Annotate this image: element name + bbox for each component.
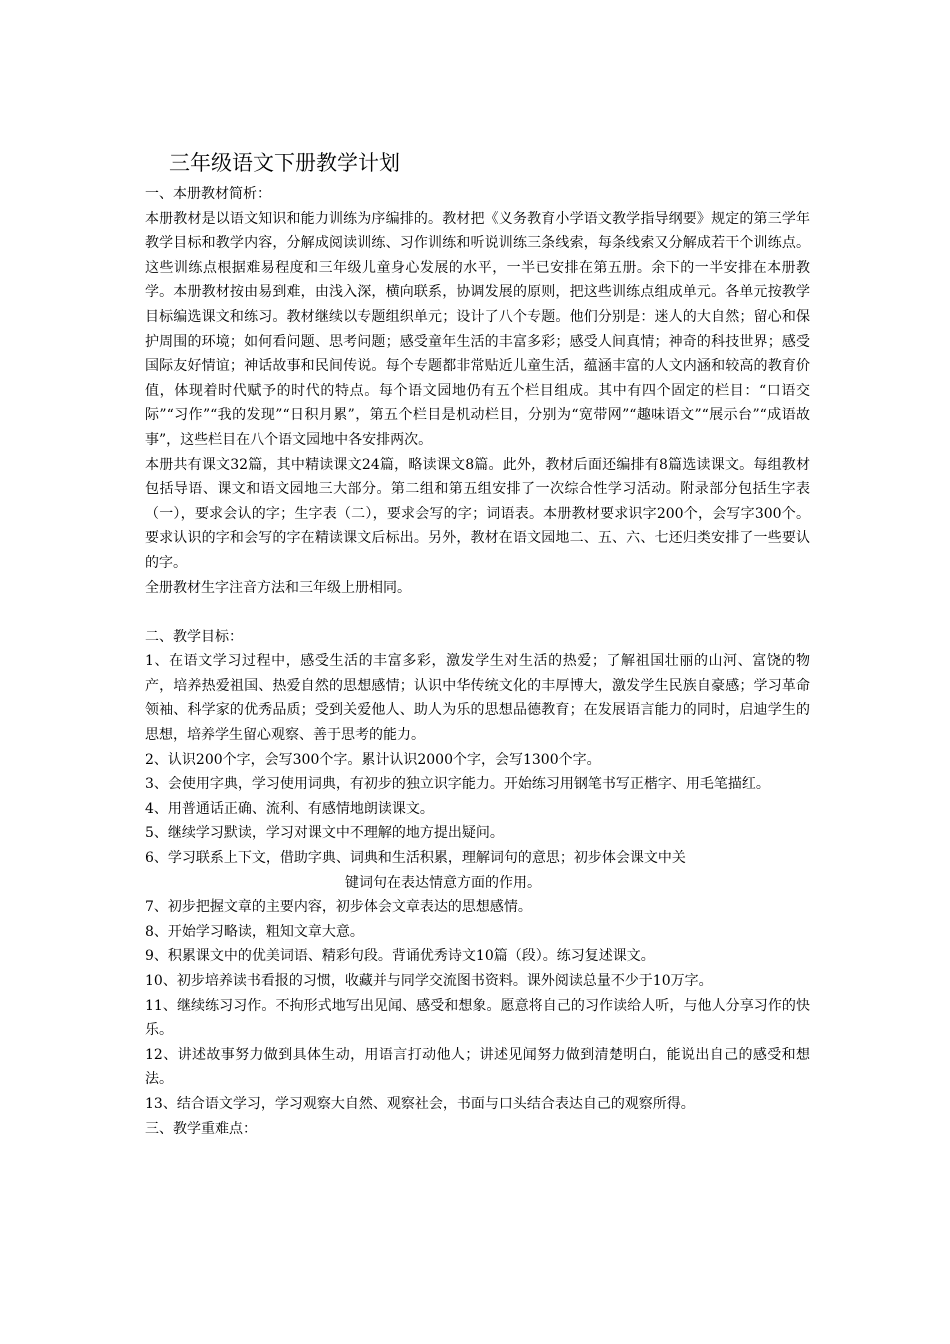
goal-item-4: 4、用普通话正确、流利、有感情地朗读课文。: [145, 800, 434, 817]
section1-paragraph-1: 本册教材是以语文知识和能力训练为序编排的。教材把《义务教育小学语文教学指导纲要》规定的第三学年教学目标和教学内容，分解成阅读训练、习作训练和听说训练三条线索，每条线索又分解成若干个训练点。这些训练点根据难易程度和三年级儿童身心发展的水平，一半已安排在第五册。余下的一半安排在本册教学。本册教材按由易到难，由浅入深，横向联系，协调发展的原则，把这些训练点组成单元。各单元按教学目标编选课文和练习。教材继续以专题组织单元；设计了八个专题。他们分别是：迷人的大自然；留心和保护周围的环境；如何看问题、思考问题；感受童年生活的丰富多彩；感受人间真情；神奇的科技世界；感受国际友好情谊；神话故事和民间传说。每个专题都非常贴近儿童生活，蕴涵丰富的人文内涵和较高的教育价值，体现着时代赋予的时代的特点。每个语文园地仍有五个栏目组成。其中有四个固定的栏目：“口语交际”“习作”“我的发现”“日积月累”，第五个栏目是机动栏目，分别为“宽带网”“趣味语文”“展示台”“成语故事”，这些栏目在八个语文园地中各安排两次。: [145, 210, 810, 448]
section-heading-3: 三、教学重难点：: [145, 1120, 257, 1137]
goal-item-13: 13、结合语文学习，学习观察大自然、观察社会，书面与口头结合表达自己的观察所得。: [145, 1095, 695, 1112]
goal-item-12: 12、讲述故事努力做到具体生动，用语言打动他人；讲述见闻努力做到清楚明白，能说出自己的感受和想法。: [145, 1046, 810, 1088]
blank-line: [145, 600, 810, 625]
goal-item-9: 9、积累课文中的优美词语、精彩句段。背诵优秀诗文10篇（段）。练习复述课文。: [145, 948, 655, 965]
section-heading-1: 一、本册教材简析：: [145, 186, 271, 202]
goal-item-2: 2、认识200个字，会写300个字。累计认识2000个字，会写1300个字。: [145, 751, 601, 768]
goal-item-5: 5、继续学习默读，学习对课文中不理解的地方提出疑问。: [145, 825, 504, 842]
goal-item-11: 11、继续练习习作。不拘形式地写出见闻、感受和想象。愿意将自己的习作读给人听，与他人分享习作的快乐。: [145, 997, 810, 1039]
section1-paragraph-3: 全册教材生字注音方法和三年级上册相同。: [145, 579, 411, 596]
goal-item-6-continued: 键词句在表达情意方面的作用。: [345, 874, 541, 891]
document-title: 三年级语文下册教学计划: [169, 151, 400, 175]
goal-item-1: 1、在语文学习过程中，感受生活的丰富多彩，激发学生对生活的热爱；了解祖国壮丽的山河、富饶的物产，培养热爱祖国、热爱自然的思想感情；认识中华传统文化的丰厚博大，激发学生民族自豪感；学习革命领袖、科学家的优秀品质；受到关爱他人、助人为乐的思想品德教育；在发展语言能力的同时，启迪学生的思想，培养学生留心观察、善于思考的能力。: [145, 653, 810, 744]
section-heading-2: 二、教学目标：: [145, 628, 243, 645]
goal-item-8: 8、开始学习略读，粗知文章大意。: [145, 923, 364, 940]
document-page: [145, 148, 810, 1141]
goal-item-6: 6、学习联系上下文，借助字典、词典和生活积累，理解词句的意思；初步体会课文中关: [145, 850, 686, 867]
goal-item-7: 7、初步把握文章的主要内容，初步体会文章表达的思想感情。: [145, 899, 532, 916]
section1-paragraph-2: 本册共有课文32篇，其中精读课文24篇，略读课文8篇。此外，教材后面还编排有8篇选读课文。每组教材包括导语、课文和语文园地三大部分。第二组和第五组安排了一次综合性学习活动。附录部分包括生字表（一），要求会认的字；生字表（二），要求会写的字；词语表。本册教材要求识字200个，会写字300个。要求认识的字和会写的字在精读课文后标出。另外，教材在语文园地二、五、六、七还归类安排了一些要认的字。: [145, 456, 810, 571]
goal-item-10: 10、初步培养读书看报的习惯，收藏并与同学交流图书资料。课外阅读总量不少于10万字。: [145, 973, 713, 989]
goal-item-3: 3、会使用字典，学习使用词典，有初步的独立识字能力。开始练习用钢笔书写正楷字、用毛笔描红。: [145, 776, 770, 793]
